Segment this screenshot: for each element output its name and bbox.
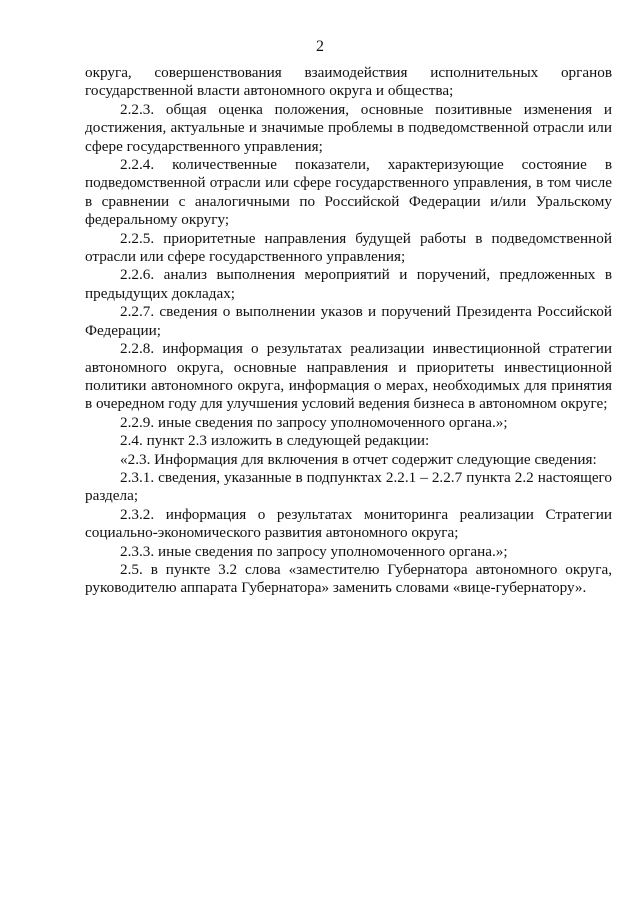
paragraph-2-3-2: 2.3.2. информация о результатах мониторинга реализации Стратегии социально-экономического развития автономного округа; [85, 505, 612, 542]
paragraph-2-2-3: 2.2.3. общая оценка положения, основные позитивные изменения и достижения, актуальные и значимые проблемы в подведомственной отрасли или сфере государственного управления; [85, 100, 612, 155]
paragraph-2-2-4: 2.2.4. количественные показатели, характеризующие состояние в подведомственной отрасли или сфере государственного управления, в том числе в сравнении с аналогичными по Российской Федерации и/или Уральскому федеральному округу; [85, 156, 612, 229]
paragraph-2-3-3: 2.3.3. иные сведения по запросу уполномоченного органа.»; [120, 542, 508, 560]
paragraph-2-4: 2.4. пункт 2.3 изложить в следующей редакции: [120, 432, 430, 450]
page-number: 2 [316, 38, 324, 55]
paragraph-2-3-intro: «2.3. Информация для включения в отчет содержит следующие сведения: [120, 450, 597, 468]
paragraph-2-2-7: 2.2.7. сведения о выполнении указов и поручений Президента Российской Федерации; [85, 303, 612, 339]
paragraph-2-2-6: 2.2.6. анализ выполнения мероприятий и поручений, предложенных в предыдущих докладах; [85, 266, 612, 302]
paragraph-2-2-5: 2.2.5. приоритетные направления будущей работы в подведомственной отрасли или сфере государственного управления; [85, 229, 612, 266]
paragraph-2-5: 2.5. в пункте 3.2 слова «заместителю Губернатора автономного округа, руководителю аппарата Губернатора» заменить словами «вице-губернатору». [85, 560, 612, 597]
document-body [85, 64, 612, 598]
paragraph-2-2-9: 2.2.9. иные сведения по запросу уполномоченного органа.»; [120, 413, 508, 431]
paragraph-2-2-8: 2.2.8. информация о результатах реализации инвестиционной стратегии автономного округа, основные направления и приоритеты инвестиционной политики автономного округа, информация о мерах, необходимых для принятия в очередном году для улучшения условий ведения бизнеса в автономном округе; [85, 340, 612, 413]
paragraph-continuation: округа, совершенствования взаимодействия исполнительных органов государственной власти автономного округа и общества; [85, 64, 612, 100]
paragraph-2-3-1: 2.3.1. сведения, указанные в подпунктах 2.2.1 – 2.2.7 пункта 2.2 настоящего раздела; [85, 468, 612, 505]
